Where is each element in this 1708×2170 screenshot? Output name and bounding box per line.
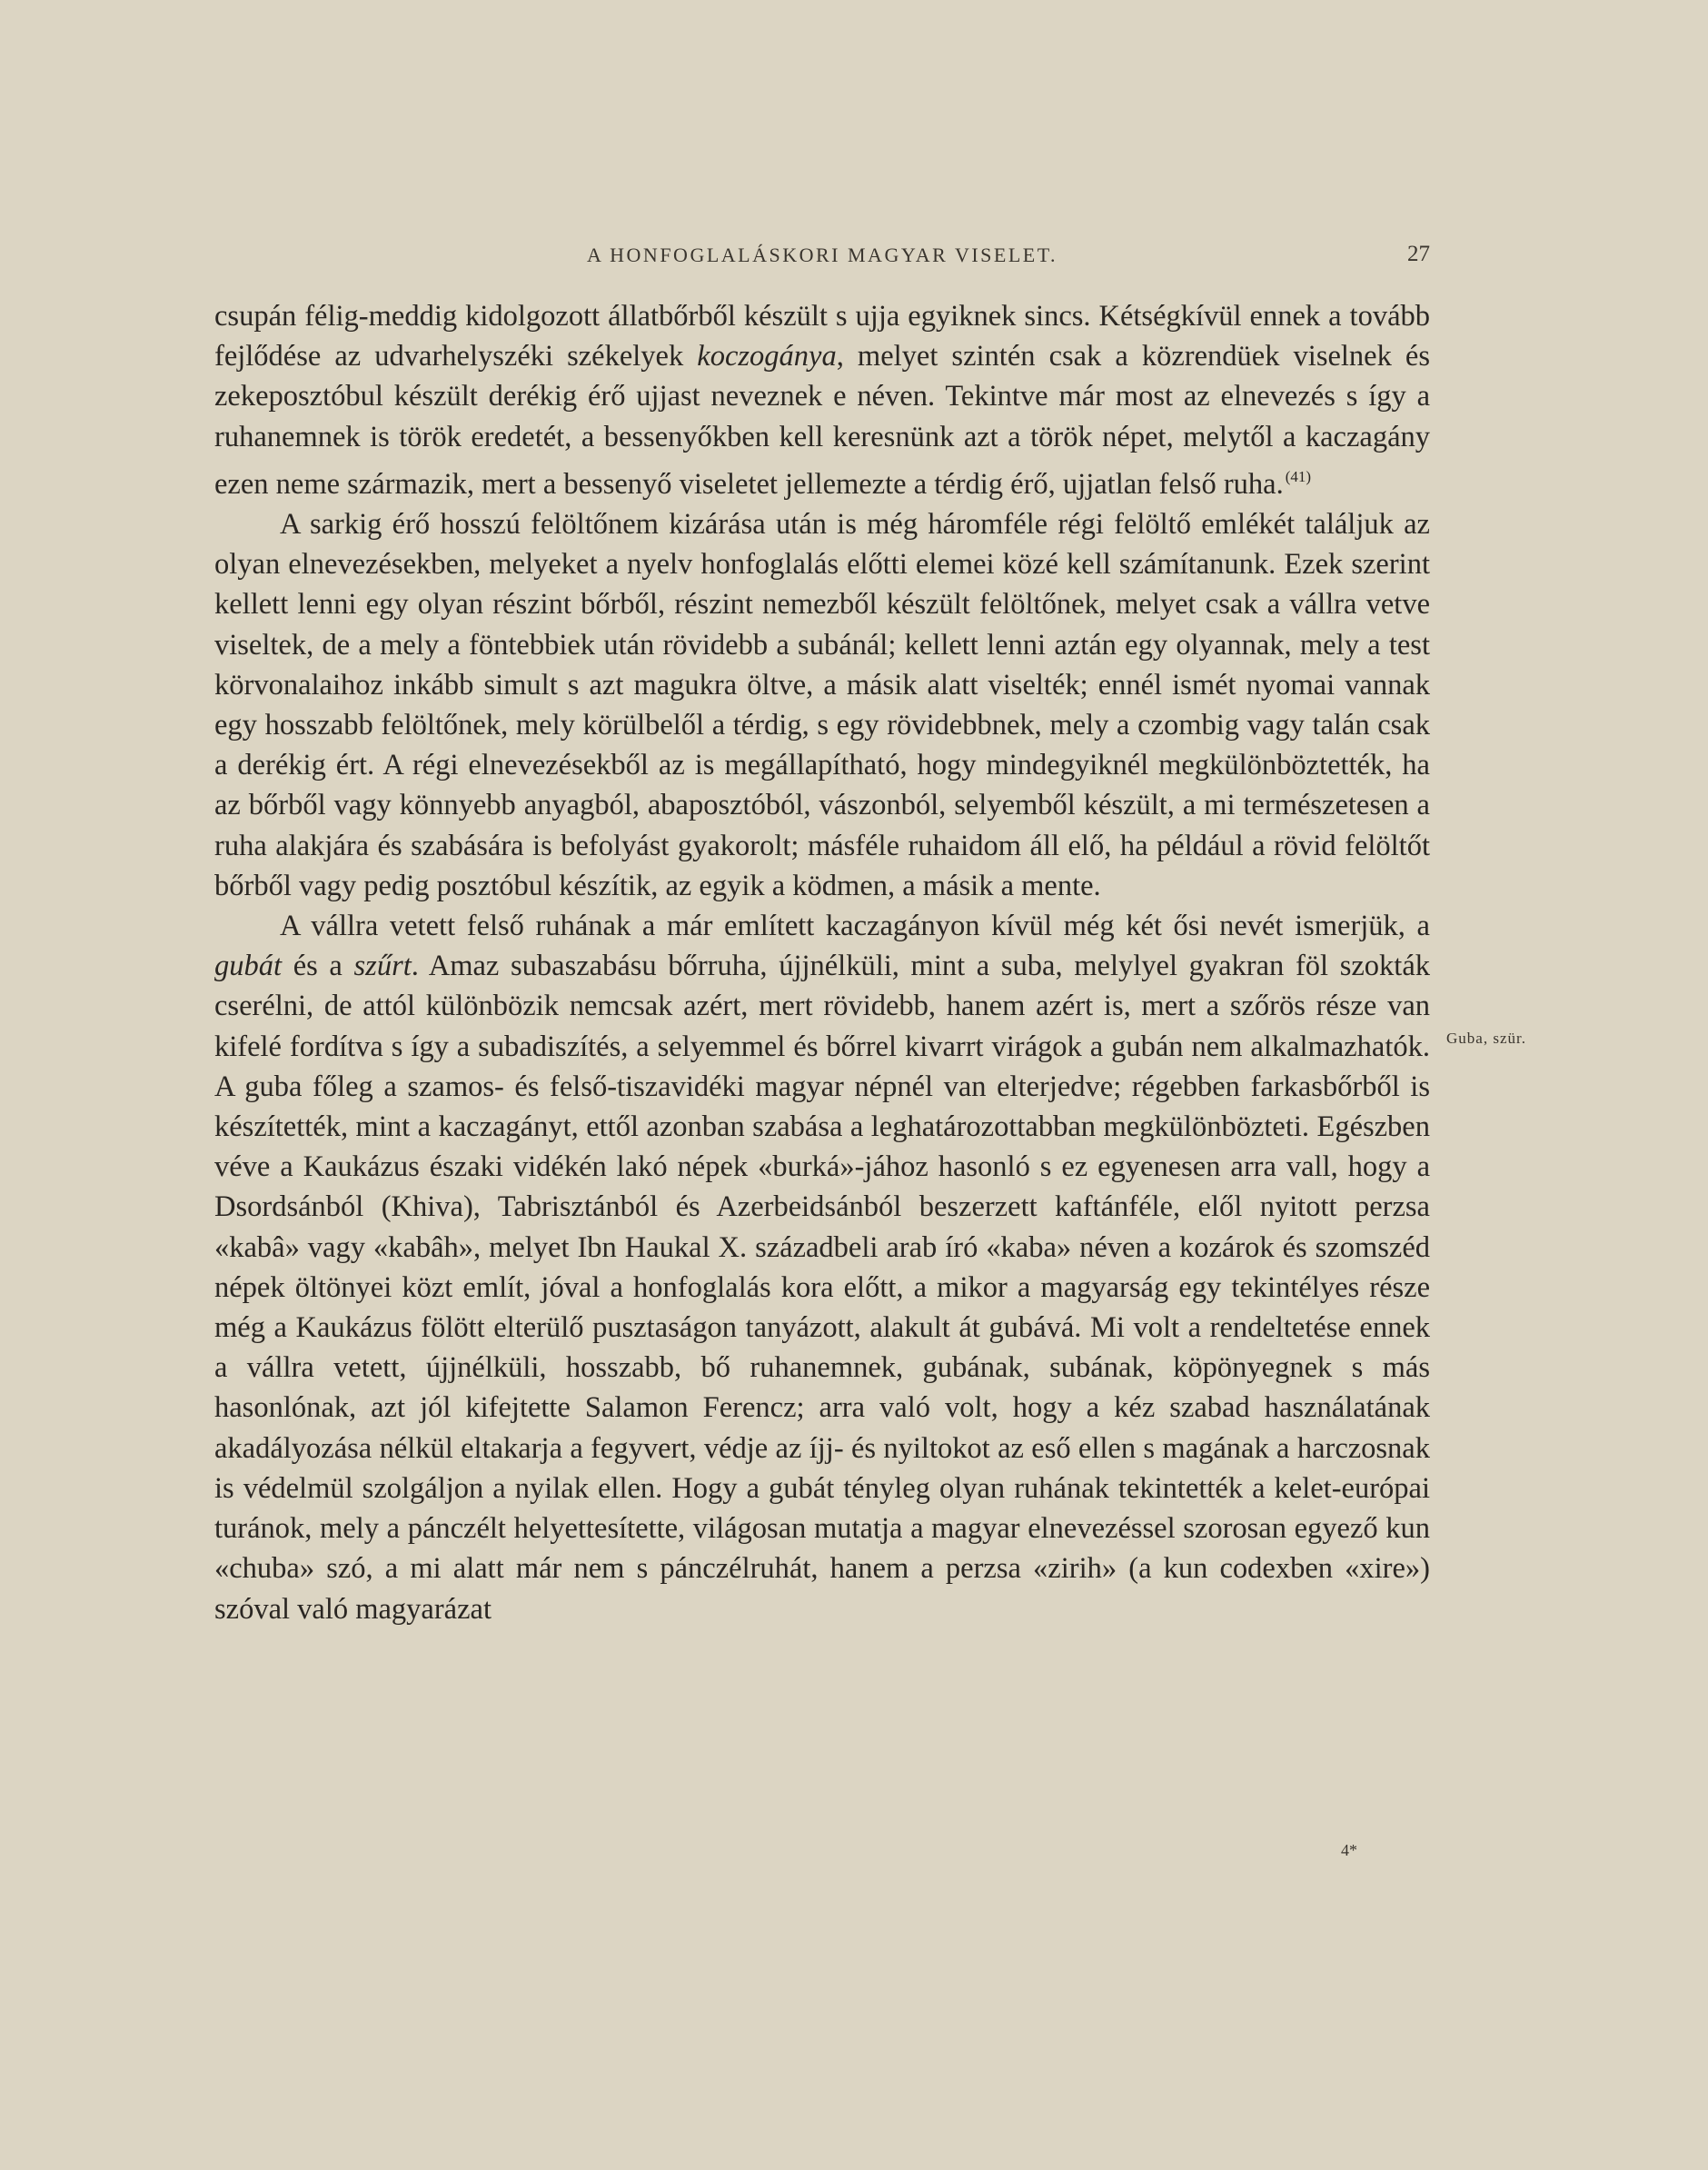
italic-term-szűrt: szűrt: [353, 950, 412, 983]
paragraph-1: [214, 296, 1430, 504]
margin-note: Guba, szür.: [1446, 1030, 1526, 1047]
paragraph-1-text-b: , melyet szintén csak a közrendüek viselnek és zekeposztóbul készült derékig érő ujjast neveznek e néven. Tekintve már most az elnevezés s így a ruhanemnek is török eredetét, a bessenyőkben kell keresnünk azt a török népet, melytől a kaczagány ezen neme származik, mert a bessenyő viseletet jellemezte a térdig érő, ujjatlan felső ruha.: [214, 340, 1430, 501]
signature-mark: 4*: [1341, 1841, 1357, 1859]
body-text: [214, 296, 1430, 1629]
paragraph-3: [214, 906, 1430, 1629]
running-title: A HONFOGLALÁSKORI MAGYAR VISELET.: [586, 244, 1058, 266]
page-number: 27: [1407, 242, 1430, 266]
paragraph-3-text-a: A vállra vetett felső ruhának a már említett kaczagányon kívül még két ősi nevét ismerjük, a: [280, 910, 1430, 943]
paragraph-2: A sarkig érő hosszú felöltőnem kizárása után is még háromféle régi felöltő emlékét találjuk az olyan elnevezésekben, melyeket a nyelv honfoglalás előtti elemei közé kell számítanunk. Ezek szerint kellett lenni egy olyan részint bőrből, részint nemezből készült felöltőnek, melyet csak a vállra vetve viseltek, de a mely a föntebbiek után rövidebb a subánál; kellett lenni aztán egy olyannak, mely a test körvonalaihoz inkább simult s azt magukra öltve, a másik alatt viselték; ennél ismét nyomai vannak egy hosszabb felöltőnek, mely körülbelől a térdig, s egy rövidebbnek, mely a czombig vagy talán csak a derékig ért. A régi elnevezésekből az is megállapítható, hogy mindegyiknél megkülönböztették, ha az bőrből vagy könnyebb anyagból, abaposztóból, vászonból, selyemből készült, a mi természetesen a ruha alakjára és szabására is befolyást gyakorolt; másféle ruhaidom áll elő, ha például a rövid felöltőt bőrből vagy pedig posztóbul készítik, az egyik a ködmen, a másik a mente.: [214, 508, 1430, 902]
italic-term-koczogánya: koczogánya: [697, 340, 837, 373]
page-header: [214, 244, 1430, 280]
paragraph-3-text-b: és a: [282, 950, 354, 983]
italic-term-gubát: gubát: [214, 950, 283, 983]
paragraph-3-text-c: . Amaz subaszabásu bőrruha, újjnélküli, mint a suba, melylyel gyakran föl szokták cserélni, de attól különbözik nemcsak azért, mert rövidebb, hanem azért is, mert a szőrös része van kifelé fordítva s így a subadiszítés, a selyemmel és bőrrel kivarrt virágok a gubán nem alkalmazhatók. A guba főleg a szamos- és felső-tiszavidéki magyar népnél van elterjedve; régebben farkasbőrből is készítették, mint a kaczagányt, ettől azonban szabása a leghatározottabban megkülönbözteti. Egészben véve a Kaukázus északi vidékén lakó népek «burká»-jához hasonló s ez egyenesen arra vall, hogy a Dsordsánból (Khiva), Tabrisztánból és Azerbeidsánból beszerzett kaftánféle, elől nyitott perzsa «kabâ» vagy «kabâh», melyet Ibn Haukal X. századbeli arab író «kaba» néven a kozárok és szomszéd népek öltönyei közt említ, jóval a honfoglalás kora előtt, a mikor a magyarság egy tekintélyes része még a Kaukázus fölött elterülő pusztaságon tanyázott, alakult át gubává. Mi volt a rendeltetése ennek a vállra vetett, újjnélküli, hosszabb, bő ruhanemnek, gubának, subának, köpönyegnek s más hasonlónak, azt jól kifejtette Salamon Ferencz; arra való volt, hogy a kéz szabad használatának akadályozása nélkül eltakarja a fegyvert, védje az íjj- és nyiltokot az eső ellen s magának a harczosnak is védelmül szolgáljon a nyilak ellen. Hogy a gubát tényleg olyan ruhának tekintették a kelet-európai turánok, mely a pánczélt helyettesítette, világosan mutatja a magyar elnevezéssel szorosan egyező kun «chuba» szó, a mi alatt már nem s pánczélruhát, hanem a perzsa «zirih» (a kun codexben «xire») szóval való magyarázat: [214, 950, 1431, 1626]
paragraph-1-text-a: csupán félig-meddig kidolgozott állatbőrből készült s ujja egyiknek sincs. Kétségkívül ennek a tovább fejlődése az udvarhelyszéki székelyek: [214, 300, 1430, 373]
footnote-reference: (41): [1285, 467, 1312, 485]
